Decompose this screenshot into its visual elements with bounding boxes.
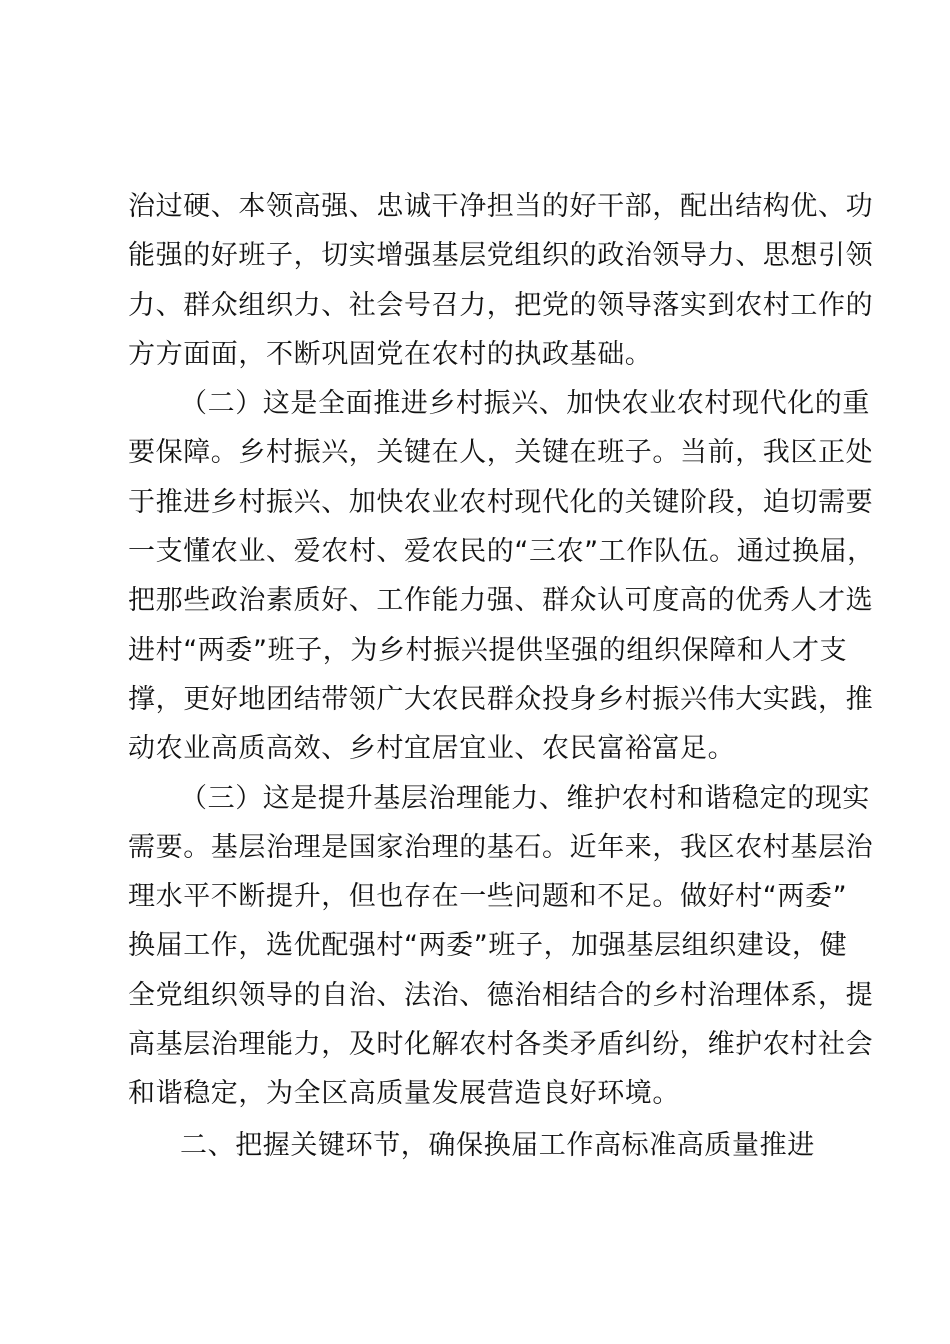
paragraph-start-line: （三）这是提升基层治理能力、维护农村和谐稳定的现实 <box>180 782 870 814</box>
text-line: 治过硬、本领高强、忠诚干净担当的好干部，配出结构优、功 <box>128 191 874 222</box>
document-body <box>128 182 875 1170</box>
text-line: 换届工作，选优配强村“两委”班子，加强基层组织建设，健 <box>128 930 848 962</box>
text-line: 理水平不断提升，但也存在一些问题和不足。做好村“两委” <box>128 881 848 913</box>
text-line: 于推进乡村振兴、加快农业农村现代化的关键阶段，迫切需要 <box>128 486 874 518</box>
text-line: 撑，更好地团结带领广大农民群众投身乡村振兴伟大实践，推 <box>128 683 874 715</box>
text-line: 动农业高质高效、乡村宜居宜业、农民富裕富足。 <box>128 733 736 765</box>
text-line: 和谐稳定，为全区高质量发展营造良好环境。 <box>128 1078 680 1110</box>
text-line: 方方面面，不断巩固党在农村的执政基础。 <box>128 338 653 370</box>
text-line: 要保障。乡村振兴，关键在人，关键在班子。当前，我区正处 <box>128 437 874 469</box>
text-line: 进村“两委”班子，为乡村振兴提供坚强的组织保障和人才支 <box>128 634 848 666</box>
paragraph-start-line: （二）这是全面推进乡村振兴、加快农业农村现代化的重 <box>180 388 870 420</box>
text-line: 全党组织领导的自治、法治、德治相结合的乡村治理体系，提 <box>128 979 874 1011</box>
section-heading: 二、把握关键环节，确保换届工作高标准高质量推进 <box>180 1129 815 1161</box>
text-line: 高基层治理能力，及时化解农村各类矛盾纠纷，维护农村社会 <box>128 1029 874 1061</box>
text-line: 需要。基层治理是国家治理的基石。近年来，我区农村基层治 <box>128 831 874 863</box>
text-line: 把那些政治素质好、工作能力强、群众认可度高的优秀人才选 <box>128 585 874 617</box>
text-line: 一支懂农业、爱农村、爱农民的“三农”工作队伍。通过换届， <box>128 536 875 568</box>
text-line: 力、群众组织力、社会号召力，把党的领导落实到农村工作的 <box>128 289 874 321</box>
text-line: 能强的好班子，切实增强基层党组织的政治领导力、思想引领 <box>128 240 874 272</box>
